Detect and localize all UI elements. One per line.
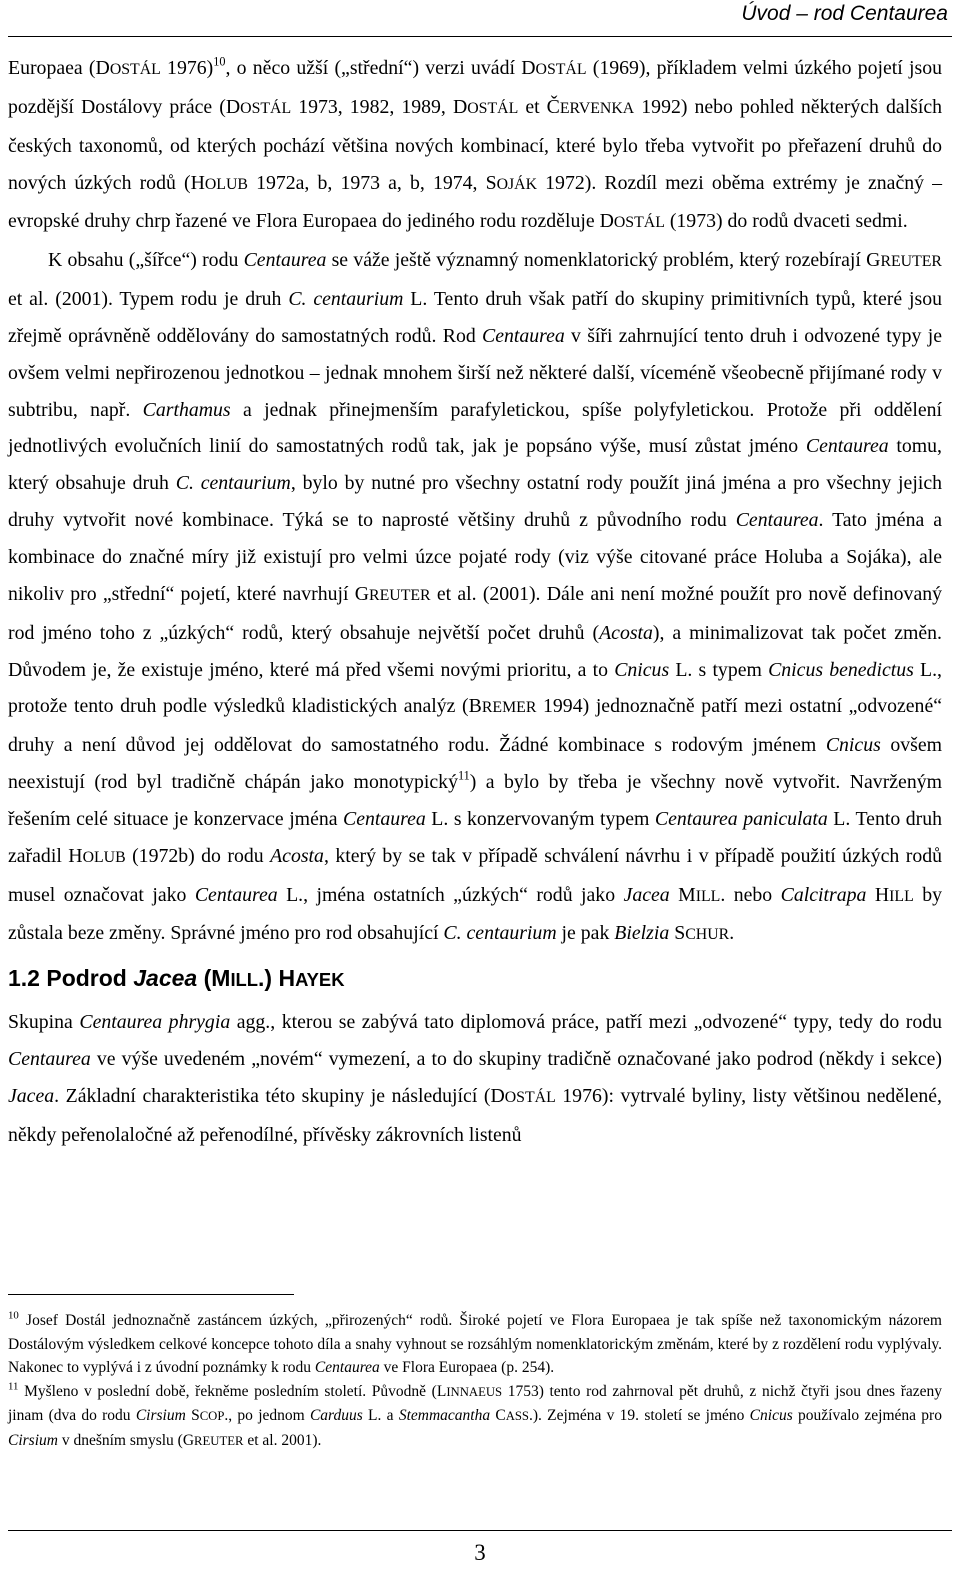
footnotes — [8, 1309, 942, 1454]
para2-run: ), a minimalizovat tak počet změn. Důvodem je, že existuje jméno, které má před všemi novými prioritu, a to — [8, 621, 942, 681]
para2-run: et al. (2001). Typem rodu je druh — [8, 288, 289, 311]
para1-run: OSTÁL — [467, 99, 519, 117]
para3-run: Skupina — [8, 1011, 80, 1034]
para2-run: Centaurea — [482, 324, 565, 347]
para2-run: M — [678, 883, 696, 906]
para2-run: 11 — [457, 768, 470, 783]
para3-run: agg., kterou se zabývá tato diplomová práce, patří mezi „odvozené“ typy, tedy do rodu — [230, 1011, 943, 1034]
para2-run: Centaurea — [805, 435, 889, 458]
para1-run: ERVENKA — [559, 99, 635, 117]
footnote11-run: et al. 2001). — [243, 1431, 322, 1449]
footnote11-run: používalo zejména pro — [792, 1407, 942, 1425]
para2-run: et al. (2001). Dále ani není možné použít pro nově definovaný rod jméno toho z „úzkých“ rodů, který obsahuje největší počet druhů ( — [8, 582, 942, 644]
para2-run — [670, 884, 678, 906]
footnote11-run: Cirsium — [135, 1407, 186, 1425]
footnote11-run: REUTER — [194, 1433, 244, 1448]
heading-run: 1.2 Podrod — [8, 965, 134, 992]
para2-run: Carthamus — [142, 398, 231, 421]
para2-run: Centaurea — [343, 807, 426, 830]
para1-run: OLUB — [204, 175, 248, 193]
para2-run: B — [468, 695, 482, 718]
para1-run: D — [95, 57, 110, 79]
paragraph-1 — [8, 50, 942, 242]
footnote11-run: 11 — [8, 1380, 19, 1393]
heading-run: ILL — [230, 969, 259, 991]
footnote10-run: Centaurea — [314, 1359, 380, 1377]
para2-run: 1994) jednoznačně patří mezi ostatní „odvozené“ druhy a není důvod jej oddělovat do samostatného rodu. Žádné kombinace s rodovým jménem — [8, 695, 943, 757]
para2-run: Centaurea — [243, 249, 327, 272]
para2-run: G — [354, 582, 370, 605]
footnote11-run: v dnešním smyslu ( — [57, 1431, 183, 1449]
footnote11-run: G — [182, 1431, 195, 1449]
para2-run — [866, 884, 874, 906]
para2-run: C. centaurium — [443, 922, 557, 945]
para2-run: L. s konzervovaným typem — [425, 807, 655, 830]
para3-run: OSTÁL — [504, 1088, 556, 1106]
header-rule — [8, 36, 952, 37]
para2-run: ILL — [889, 887, 914, 905]
para1-run: Č — [546, 95, 560, 118]
heading-run: (M — [197, 965, 231, 992]
section-heading — [8, 960, 942, 998]
footnote11-run: .). Zejména v 19. století se jméno — [529, 1407, 750, 1425]
para2-run: L. Tento druh zařadil — [8, 807, 942, 867]
footnote11-run: Carduus — [309, 1407, 363, 1425]
footnote11-run: COP — [199, 1409, 225, 1424]
para1-run: Europaea ( — [8, 57, 96, 79]
para2-run: Cnicus — [614, 658, 670, 681]
para2-run: Jacea — [623, 883, 670, 906]
footnote11-run: Cnicus — [749, 1407, 793, 1425]
para1-run: 1992) nebo pohled některých dalších českých taxonomů, od kterých pochází většina nových kombinací, které bylo třeba vytvořit po přeřazení druhů do nových úzkých rodů ( — [8, 95, 942, 194]
footnote11-run: Myšleno v poslední době, řekněme posledním století. Původně ( — [18, 1382, 437, 1400]
footer-rule — [8, 1530, 952, 1531]
para2-run: REMER — [481, 699, 537, 717]
para2-run: REUTER — [880, 253, 942, 271]
para3-run: D — [490, 1084, 505, 1107]
footnote11-run: C — [490, 1407, 506, 1425]
para2-run: ovšem neexistují (rod byl tradičně chápán jako monotypický — [8, 734, 942, 794]
para2-run: Calcitrapa — [780, 883, 867, 906]
footnote11-run: L. a — [362, 1407, 399, 1425]
para1-run: OJÁK — [496, 175, 538, 193]
footnote11-run: S — [185, 1407, 200, 1425]
para2-run: ILL — [695, 887, 721, 905]
para2-run: by zůstala beze změny. Správné jméno pro rod obsahující — [8, 883, 943, 945]
para1-run: 1972). Rozdíl mezi oběma extrémy je značný – evropské druhy chrp řazené ve Flora Europaea do jediného rodu rozděluje — [8, 171, 943, 233]
para2-run: Acosta — [599, 621, 653, 644]
para1-run: 1976) — [160, 57, 214, 79]
para2-run: . nebo — [720, 883, 781, 906]
para2-run: S — [674, 922, 686, 945]
para3-run: Centaurea — [8, 1048, 91, 1071]
para1-run: OSTÁL — [109, 61, 161, 78]
para1-run: , o něco užší („střední“) verzi uvádí — [225, 57, 522, 79]
para1-run: OSTÁL — [240, 99, 292, 117]
para2-run: REUTER — [369, 586, 431, 604]
para1-run: H — [190, 171, 205, 194]
paragraph-3 — [8, 1004, 942, 1153]
para1-run: (1973) do rodů dvaceti sedmi. — [664, 210, 908, 233]
footnote11-run: INNAEUS — [446, 1384, 503, 1399]
para2-run: L., protože tento druh podle výsledků kladistických analýz ( — [8, 658, 942, 718]
para2-run: Centaurea paniculata — [654, 807, 828, 830]
para1-run: 10 — [213, 54, 226, 69]
paragraph-2 — [8, 242, 942, 954]
para3-run: ve výše uvedeném „novém“ vymezení, a to do skupiny tradičně označované jako podrod (někdy i sekce) — [90, 1048, 942, 1071]
footnote-11 — [8, 1380, 942, 1454]
para2-run: tomu, který obsahuje druh — [8, 435, 942, 495]
para2-run: (1972b) do rodu — [125, 844, 271, 867]
para1-run: 1972a, b, 1973 a, b, 1974, — [247, 171, 486, 194]
footnote11-run: 1753) tento rod zahrnoval pět druhů, z nichž čtyři jsou dnes řazeny jinam (dva do rodu — [8, 1382, 943, 1425]
para2-run: C. centaurium — [288, 288, 404, 311]
para2-run: Cnicus benedictus — [768, 658, 914, 681]
para3-run: Jacea — [8, 1084, 55, 1107]
para1-run: 1973, 1982, 1989, — [291, 95, 453, 118]
para1-run: D — [225, 95, 241, 118]
para2-run: a jednak přinejmenším parafyletickou, spíše polyfyletickou. Protože při oddělení jednotlivých evolučních linií do samostatných rodů tak, jak je popsáno výše, musí zůstat jméno — [8, 398, 942, 458]
para2-run: Centaurea — [735, 509, 819, 532]
main-text — [8, 50, 942, 1154]
footnote11-run: Cirsium — [8, 1431, 58, 1449]
footnote11-run: Stemmacantha — [398, 1407, 491, 1425]
heading-run: .) H — [258, 965, 296, 992]
para2-run: OLUB — [82, 848, 126, 866]
para2-run: v šíři zahrnující tento druh i odvozené typy je ovšem velmi nepřirozenou jednotkou – jednak mnohem širší než některé další, víceméně všeobecně přijímané rody v subtribu, např. — [8, 324, 942, 421]
para2-run: Centaurea — [194, 883, 278, 906]
para2-run: H — [874, 883, 890, 906]
para2-run: Acosta — [270, 844, 324, 867]
para2-run: , bylo by nutné pro všechny ostatní rody použít jiná jména a pro všechny jejich druhy vytvořit nové kombinace. Týká se to naprosté většiny druhů z původního rodu — [8, 472, 942, 532]
para1-run: D — [521, 57, 536, 79]
para3-run: 1976): vytrvalé byliny, listy většinou nedělené, někdy peřenolaločné až peřenodílné, přívěsky zákrovních listenů — [8, 1084, 942, 1146]
para2-run: L. Tento druh však patří do skupiny primitivních typů, které jsou zřejmě oprávněně oddělovány do samostatných rodů. Rod — [8, 288, 942, 347]
footnote10-run: Josef Dostál jednoznačně zastáncem úzkých, „přirozených“ rodů. Široké pojetí ve Flora Europaea je tak spíše než taxonomickým názorem Dostálovým výsledkem celkové koncepce tohoto díla a snahy vyhnout se rozsáhlým nomenklatorickým změnám, které by z rozdělení rodu vyplývaly. Nakonec to vyplývá i z úvodní poznámky k rodu — [8, 1312, 942, 1377]
para1-run: OSTÁL — [535, 61, 587, 78]
para2-run: L., jména ostatních „úzkých“ rodů jako — [277, 883, 624, 906]
heading-run: AYEK — [295, 969, 345, 991]
para2-run: CHUR — [685, 926, 730, 944]
para2-run: je pak — [556, 922, 615, 945]
para1-run: D — [599, 210, 614, 233]
para2-run: se váže ještě významný nomenklatorický problém, který rozebírají — [326, 249, 867, 272]
para2-run: . — [729, 922, 735, 945]
para1-run: et — [518, 95, 547, 118]
para3-run: Centaurea phrygia — [79, 1011, 231, 1034]
running-header: Úvod – rod Centaurea — [741, 2, 948, 25]
para2-run: . Tato jména a kombinace do značné míry již existují pro velmi úzce pojaté rody (viz výše citované práce Holuba a Sojáka), ale nikoliv pro „střední“ pojetí, které navrhují — [8, 509, 943, 605]
para1-run: (1969), příkladem velmi úzkého pojetí jsou pozdější Dostálovy práce ( — [8, 57, 943, 118]
para1-run: OSTÁL — [613, 214, 665, 232]
footnote10-run: 10 — [8, 1309, 19, 1322]
para1-run: S — [485, 171, 497, 194]
para2-run: Bielzia — [614, 922, 670, 945]
footnote11-run: ., po jednom — [224, 1407, 310, 1425]
para2-run: , který by se tak v případě schválení návrhu i v případě použití úzkých rodů musel označovat jako — [8, 844, 942, 906]
para2-run: L. s typem — [669, 658, 769, 681]
para2-run: G — [866, 249, 881, 272]
footnote10-run: ve Flora Europaea (p. 254). — [379, 1359, 555, 1377]
footnote11-run: L — [436, 1382, 447, 1400]
para2-run: ) a bylo by třeba je všechny nově vytvořit. Navrženým řešením celé situace je konzervace jména — [8, 771, 943, 830]
footnote-10 — [8, 1309, 942, 1380]
para2-run: K obsahu („šířce“) rodu — [48, 249, 244, 272]
footnote11-run: ASS — [505, 1409, 529, 1424]
heading-run: Jacea — [133, 965, 198, 992]
para2-run: Cnicus — [825, 734, 881, 757]
para2-run: H — [68, 844, 83, 867]
para1-run: D — [452, 95, 468, 118]
para2-run: C. centaurium — [175, 472, 291, 495]
footnote-rule — [8, 1294, 294, 1295]
para3-run: . Základní charakteristika této skupiny je následující ( — [54, 1084, 491, 1107]
page-number: 3 — [474, 1540, 486, 1565]
